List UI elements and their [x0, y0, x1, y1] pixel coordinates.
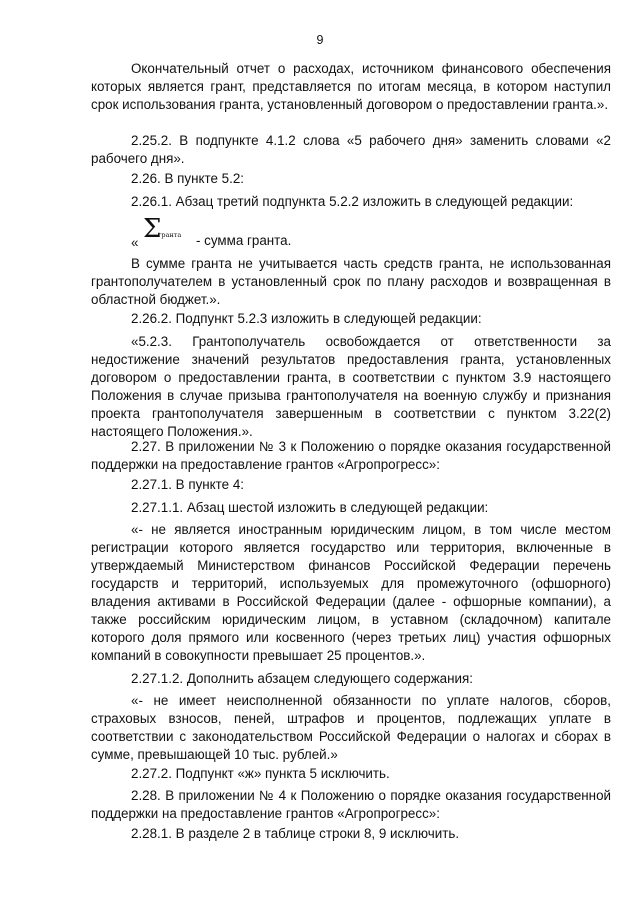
paragraph-tax-requirement: «- не имеет неисполненной обязанности по уплате налогов, сборов, страховых взносов, пеней, штрафов и процентов, подлежащих уплате в соответствии с законодательством Российской Федерации о налогах и сборах в сумме, превышающей 10 тыс. рублей.»	[91, 693, 611, 762]
formula-description: - сумма гранта.	[196, 233, 292, 248]
paragraph-offshore-requirement: «- не является иностранным юридическим лицом, в том числе местом регистрации которого является государство или территория, включенные в утверждаемый Министерством финансов Российской Федерации перечень государств и территорий, используемых для промежуточного (офшорного) владения активами в Российской Федерации (далее - офшорные компании), а также российским юридическим лицом, в уставном (складочном) капитале которого доля прямого или косвенного (через третьих лиц) участия офшорных компаний в совокупности превышает 25 процентов.».	[91, 522, 611, 663]
paragraph-2-25-2: 2.25.2. В подпункте 4.1.2 слова «5 рабочего дня» заменить словами «2 рабочего дня».	[91, 133, 611, 166]
sigma-subscript: гранта	[158, 231, 182, 239]
page-number: 9	[316, 33, 324, 47]
paragraph-2-27: 2.27. В приложении № 3 к Положению о порядке оказания государственной поддержки на предоставление грантов «Агропрогресс»:	[91, 439, 611, 472]
paragraph-2-26: 2.26. В пункте 5.2:	[131, 171, 244, 186]
formula-open-quote: «	[131, 235, 139, 250]
paragraph-2-28-1: 2.28.1. В разделе 2 в таблице строки 8, 9 исключить.	[131, 826, 460, 841]
grant-sum-formula	[131, 216, 431, 252]
paragraph-2-26-1: 2.26.1. Абзац третий подпункта 5.2.2 изложить в следующей редакции:	[131, 194, 574, 209]
paragraph-2-26-2: 2.26.2. Подпункт 5.2.3 изложить в следующей редакции:	[131, 311, 482, 326]
paragraph-2-27-1-2: 2.27.1.2. Дополнить абзацем следующего содержания:	[131, 671, 473, 686]
sigma-sign: Σ	[143, 214, 162, 244]
paragraph-2-27-2: 2.27.2. Подпункт «ж» пункта 5 исключить.	[131, 766, 390, 781]
paragraph-grant-sum-note: В сумме гранта не учитывается часть средств гранта, не использованная грантополучателем в установленный срок по плану расходов и возвращенная в областной бюджет.».	[91, 256, 611, 307]
sigma-symbol	[143, 216, 198, 248]
paragraph-2-28: 2.28. В приложении № 4 к Положению о порядке оказания государственной поддержки на предоставление грантов «Агропрогресс»:	[91, 788, 611, 821]
paragraph-2-27-1-1: 2.27.1.1. Абзац шестой изложить в следующей редакции:	[131, 500, 489, 515]
paragraph-5-2-3: «5.2.3. Грантополучатель освобождается от ответственности за недостижение значений результатов предоставления гранта, установленных договором о предоставлении гранта, в соответствии с пунктом 3.9 настоящего Положения в случае призыва грантополучателя на военную службу и признания проекта грантополучателя завершенным в соответствии с пунктом 3.22(2) настоящего Положения.».	[91, 334, 611, 439]
paragraph-2-27-1: 2.27.1. В пункте 4:	[131, 477, 244, 492]
paragraph-final-report: Окончательный отчет о расходах, источником финансового обеспечения которых является грант, представляется по итогам месяца, в котором наступил срок использования гранта, установленный договором о предоставлении гранта.».	[91, 61, 611, 112]
